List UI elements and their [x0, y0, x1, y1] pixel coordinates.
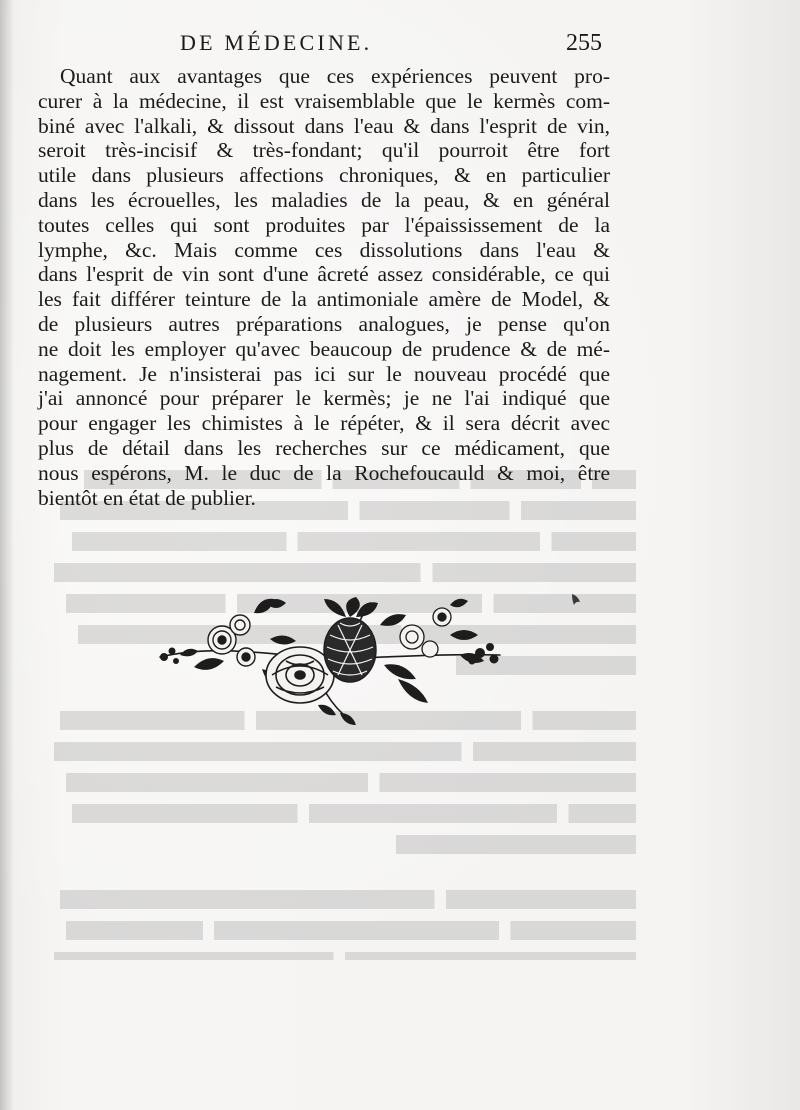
page-number: 255	[566, 30, 602, 56]
text-line: Quant aux avantages que ces expériences peuvent pro-	[60, 64, 610, 88]
text-line: bientôt en état de publier.	[38, 485, 256, 510]
text-line: biné avec l'alkali, & dissout dans l'eau & dans l'esprit de vin,	[38, 113, 610, 138]
text-line: seroit très-incisif & très-fondant; qu'il pourroit être fort	[38, 138, 610, 163]
text-line: dans l'esprit de vin sont d'une âcreté assez considérable, ce qui	[38, 262, 610, 287]
text-line: toutes celles qui sont produites par l'épaississement de la	[38, 212, 610, 237]
text-line: curer à la médecine, il est vraisemblable que le kermès com-	[38, 88, 610, 113]
text-line: j'ai annoncé pour préparer le kermès; je ne l'ai indiqué que	[38, 386, 610, 411]
text-line: de plusieurs autres préparations analogues, je pense qu'on	[38, 311, 610, 336]
text-line: pour engager les chimistes à le répéter, & il sera décrit avec	[38, 411, 610, 436]
text-line: ne doit les employer qu'avec beaucoup de prudence & de mé-	[38, 336, 610, 361]
text-line: plus de détail dans les recherches sur ce médicament, que	[38, 435, 610, 460]
text-line: dans les écrouelles, les maladies de la peau, & en général	[38, 187, 610, 212]
floral-tailpiece-icon	[150, 595, 510, 735]
text-line: les fait différer teinture de la antimoniale amère de Model, &	[38, 287, 610, 312]
running-head: DE MÉDECINE.	[180, 30, 373, 55]
text-line: utile dans plusieurs affections chroniques, & en particulier	[38, 163, 610, 188]
text-line: nous espérons, M. le duc de la Rochefoucauld & moi, être	[38, 460, 610, 485]
ink-smudge-icon	[566, 590, 586, 610]
text-line: nagement. Je n'insisterai pas ici sur le nouveau procédé que	[38, 361, 610, 386]
body-paragraph	[38, 64, 610, 510]
gutter-shadow	[0, 0, 14, 1110]
text-line: lymphe, &c. Mais comme ces dissolutions dans l'eau &	[38, 237, 610, 262]
